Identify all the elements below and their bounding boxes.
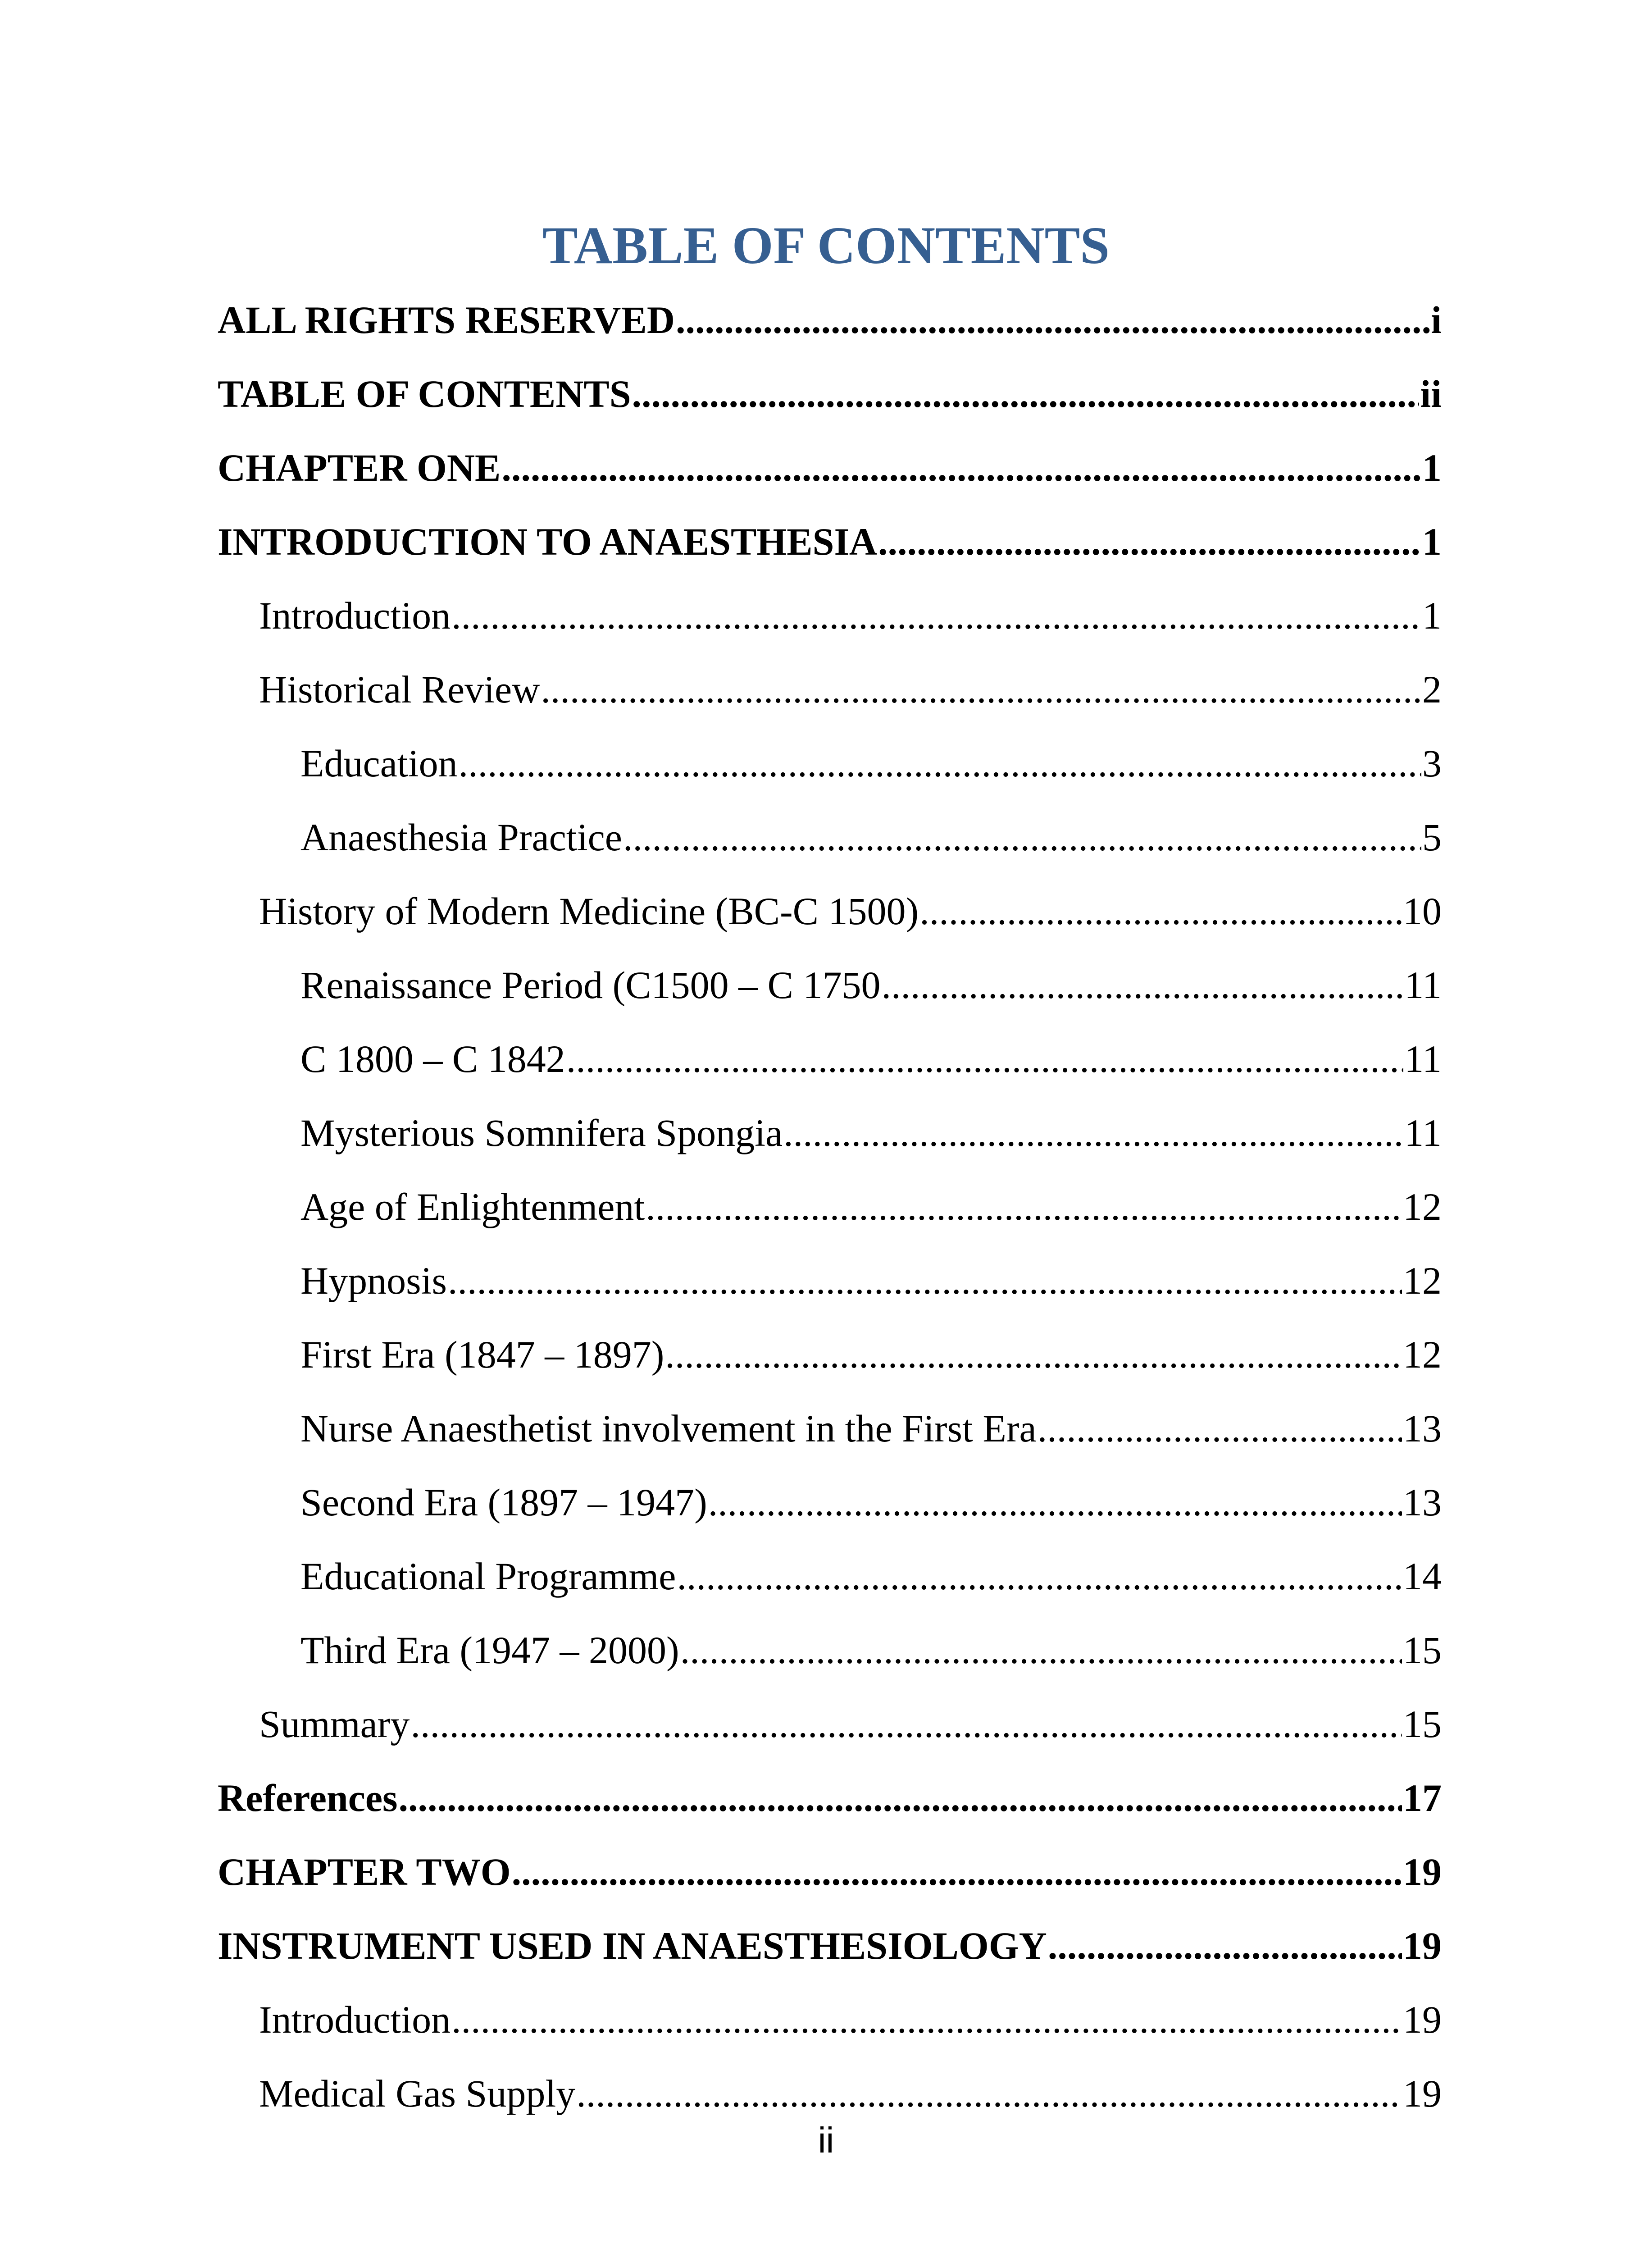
toc-entry-page-number: 1 — [1422, 594, 1442, 637]
toc-entry-page-number: 2 — [1422, 668, 1442, 711]
toc-entry-title: CHAPTER ONE — [218, 446, 501, 489]
toc-dot-leader — [448, 1258, 1402, 1303]
toc-entry-title: Medical Gas Supply — [259, 2072, 576, 2115]
toc-entry-page-number: 1 — [1422, 520, 1442, 563]
toc-entry-title: CHAPTER TWO — [218, 1850, 511, 1893]
toc-entry[interactable] — [218, 1022, 1442, 1096]
toc-entry-page-number: 13 — [1403, 1481, 1442, 1524]
toc-entry-title: First Era (1847 – 1897) — [300, 1333, 664, 1376]
toc-entry-title: Educational Programme — [300, 1555, 676, 1598]
toc-entry[interactable] — [218, 800, 1442, 874]
toc-dot-leader — [919, 889, 1402, 934]
toc-dot-leader — [680, 1628, 1402, 1673]
toc-entry-title: Introduction — [259, 594, 451, 637]
toc-entry-page-number: 15 — [1403, 1628, 1442, 1672]
toc-entry[interactable] — [218, 1170, 1442, 1244]
toc-entry[interactable] — [218, 1391, 1442, 1465]
toc-entry-page-number: 1 — [1422, 446, 1442, 489]
toc-entry[interactable] — [218, 1318, 1442, 1391]
toc-entry[interactable] — [218, 1909, 1442, 1983]
toc-entry[interactable] — [218, 726, 1442, 800]
toc-entry-title: References — [218, 1776, 398, 1820]
toc-entry-page-number: 17 — [1403, 1776, 1442, 1820]
toc-entry-title: Mysterious Somnifera Spongia — [300, 1111, 783, 1154]
toc-dot-leader — [708, 1480, 1402, 1525]
toc-entry-page-number: 3 — [1422, 742, 1442, 785]
toc-dot-leader — [881, 962, 1403, 1008]
toc-dot-leader — [410, 1701, 1402, 1747]
toc-entry[interactable] — [218, 1687, 1442, 1761]
toc-dot-leader — [665, 1332, 1402, 1377]
toc-entry[interactable] — [218, 505, 1442, 579]
toc-dot-leader — [576, 2071, 1402, 2116]
toc-entry-page-number: ii — [1420, 372, 1442, 415]
toc-entry[interactable] — [218, 579, 1442, 652]
toc-entry[interactable] — [218, 1539, 1442, 1613]
toc-dot-leader — [451, 1997, 1402, 2042]
toc-dot-leader — [878, 519, 1421, 564]
toc-entry-page-number: 12 — [1403, 1259, 1442, 1302]
toc-dot-leader — [1048, 1923, 1402, 1968]
toc-dot-leader — [399, 1775, 1402, 1820]
toc-entry-page-number: 19 — [1403, 1850, 1442, 1893]
page-number: ii — [818, 2120, 834, 2160]
toc-entry[interactable] — [218, 1244, 1442, 1318]
toc-entry-page-number: 13 — [1403, 1407, 1442, 1450]
toc-entry-title: Summary — [259, 1702, 410, 1746]
toc-entry-title: TABLE OF CONTENTS — [218, 372, 631, 415]
toc-entry[interactable] — [218, 431, 1442, 505]
toc-entry-title: History of Modern Medicine (BC-C 1500) — [259, 889, 919, 933]
toc-entry[interactable] — [218, 652, 1442, 726]
toc-entry-page-number: 11 — [1404, 1111, 1442, 1154]
toc-dot-leader — [512, 1849, 1402, 1894]
toc-entry-page-number: 14 — [1403, 1555, 1442, 1598]
toc-entry-title: Education — [300, 742, 458, 785]
toc-dot-leader — [459, 741, 1421, 786]
toc-entry[interactable] — [218, 283, 1442, 357]
toc-entry[interactable] — [218, 948, 1442, 1022]
toc-entry-title: Second Era (1897 – 1947) — [300, 1481, 707, 1524]
toc-entry[interactable] — [218, 1096, 1442, 1170]
toc-entry-title: Renaissance Period (C1500 – C 1750 — [300, 963, 881, 1007]
toc-dot-leader — [451, 593, 1421, 638]
toc-entry[interactable] — [218, 1983, 1442, 2057]
toc-entry-page-number: 5 — [1422, 816, 1442, 859]
toc-dot-leader — [623, 815, 1421, 860]
toc-entry-title: Nurse Anaesthetist involvement in the First Era — [300, 1407, 1037, 1450]
toc-entry[interactable] — [218, 1465, 1442, 1539]
toc-entry[interactable] — [218, 1835, 1442, 1909]
toc-entry-title: C 1800 – C 1842 — [300, 1037, 565, 1081]
toc-entry-page-number: 11 — [1404, 1037, 1442, 1081]
toc-entry[interactable] — [218, 1613, 1442, 1687]
toc-entry-page-number: 10 — [1403, 889, 1442, 933]
toc-entry-title: Introduction — [259, 1998, 451, 2041]
toc-entry-title: Hypnosis — [300, 1259, 447, 1302]
toc-entry-page-number: 12 — [1403, 1185, 1442, 1228]
toc-entry-page-number: 11 — [1404, 963, 1442, 1007]
toc-entry-title: Anaesthesia Practice — [300, 816, 622, 859]
toc-entry-title: ALL RIGHTS RESERVED — [218, 298, 675, 342]
toc-entry-title: INTRODUCTION TO ANAESTHESIA — [218, 520, 878, 563]
toc-entry-title: Historical Review — [259, 668, 540, 711]
toc-dot-leader — [501, 445, 1421, 490]
toc-entry-page-number: 12 — [1403, 1333, 1442, 1376]
toc-entry-page-number: 19 — [1403, 1998, 1442, 2041]
toc-entry-page-number: 15 — [1403, 1702, 1442, 1746]
toc-dot-leader — [566, 1036, 1403, 1081]
table-of-contents — [218, 283, 1442, 2130]
toc-dot-leader — [541, 667, 1421, 712]
toc-entry-page-number: 19 — [1403, 2072, 1442, 2115]
toc-entry-title: Age of Enlightenment — [300, 1185, 645, 1228]
toc-entry-page-number: i — [1431, 298, 1442, 342]
toc-dot-leader — [646, 1184, 1402, 1229]
toc-dot-leader — [676, 297, 1430, 342]
toc-entry-title: INSTRUMENT USED IN ANAESTHESIOLOGY — [218, 1924, 1047, 1967]
page-title: TABLE OF CONTENTS — [542, 216, 1110, 275]
toc-dot-leader — [1038, 1406, 1402, 1451]
toc-entry-page-number: 19 — [1403, 1924, 1442, 1967]
toc-dot-leader — [632, 371, 1420, 416]
toc-entry[interactable] — [218, 1761, 1442, 1835]
toc-entry-title: Third Era (1947 – 2000) — [300, 1628, 679, 1672]
toc-entry[interactable] — [218, 874, 1442, 948]
toc-dot-leader — [783, 1110, 1403, 1155]
toc-dot-leader — [677, 1554, 1402, 1599]
toc-entry[interactable] — [218, 357, 1442, 431]
